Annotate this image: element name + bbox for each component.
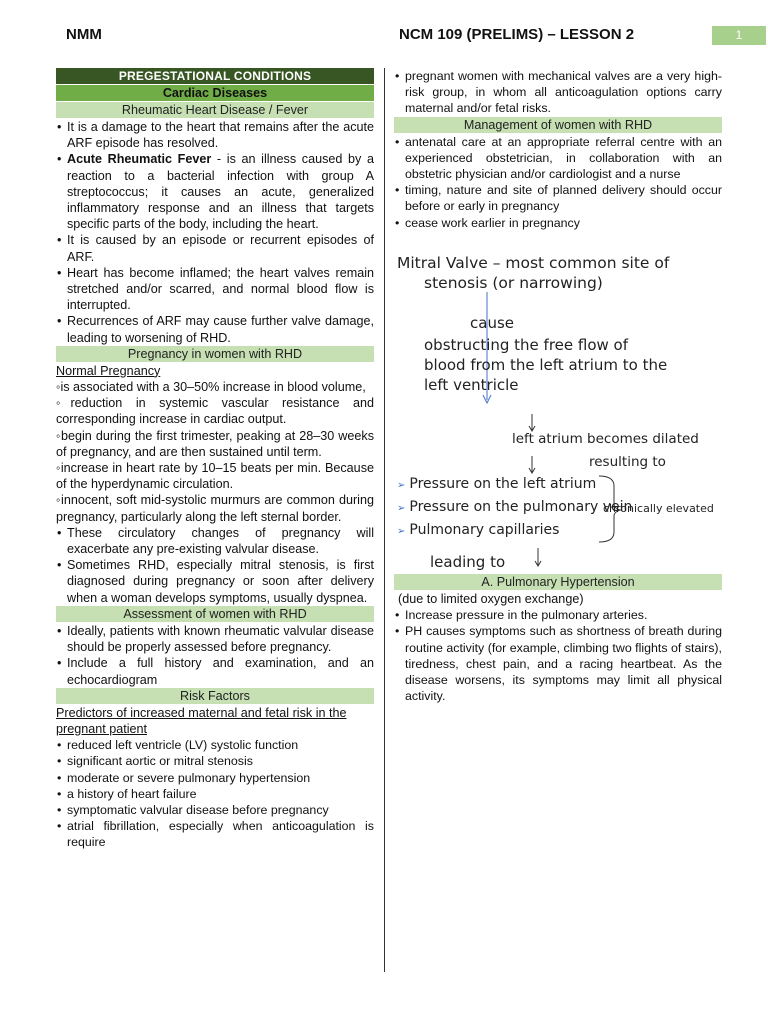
list-item: • cease work earlier in pregnancy	[394, 215, 722, 231]
mitral-stenosis-flow-diagram	[394, 250, 734, 575]
normal-pregnancy-label: Normal Pregnancy	[56, 363, 161, 378]
triangle-bullet-icon: ➢	[397, 526, 406, 537]
arf-definition: - is an illness caused by a reaction to a bacterial infection with group A streptococcus; it causes an acute, generalized inflammatory response and an illness that targets specific parts of the body, including the heart.	[67, 152, 375, 232]
list-item: • atrial fibrillation, especially when anticoagulation is require	[56, 818, 374, 850]
header-title: NCM 109 (PRELIMS) – LESSON 2	[399, 26, 635, 43]
assessment-header: Assessment of women with RHD	[56, 606, 374, 622]
ph-list	[394, 607, 722, 704]
risk-list	[56, 737, 374, 850]
list-item: • Heart has become inflamed; the heart valves remain stretched and/or scarred, and normal blood flow is interrupted.	[56, 265, 374, 314]
resulting-label: resulting to	[589, 454, 666, 470]
header-left: NMM	[66, 26, 102, 43]
obstruct-line2: blood from the left atrium to the	[424, 356, 668, 374]
list-item: • Sometimes RHD, especially mitral stenosis, is first diagnosed during pregnancy or soon after delivery when a woman develops symptoms, usually dyspnea.	[56, 557, 374, 606]
pressure-item: ➢ Pulmonary capillaries	[397, 522, 560, 538]
list-item: • a history of heart failure	[56, 786, 374, 802]
list-item: • Recurrences of ARF may cause further valve damage, leading to worsening of RHD.	[56, 313, 374, 345]
list-item: • reduced left ventricle (LV) systolic function	[56, 737, 374, 753]
arf-term: Acute Rheumatic Fever	[67, 152, 212, 167]
list-item	[56, 151, 374, 232]
predictors-label: Predictors of increased maternal and fetal risk in the pregnant patient	[56, 705, 347, 736]
list-item: • These circulatory changes of pregnancy will exacerbate any pre-existing valvular disease.	[56, 525, 374, 557]
mitral-valve-line2: stenosis (or narrowing)	[424, 274, 603, 292]
chronic-label: chronically elevated	[603, 502, 714, 515]
mechanical-valves-list	[394, 68, 722, 117]
list-item: • symptomatic valvular disease before pregnancy	[56, 802, 374, 818]
list-item: • significant aortic or mitral stenosis	[56, 753, 374, 769]
list-item: • PH causes symptoms such as shortness of breath during routine activity (for example, climbing two flights of stairs), tiredness, chest pain, and a racing heartbeat. As the disease worsens, its symptoms may limit all physical activity.	[394, 623, 722, 704]
page-number: 1	[712, 26, 766, 45]
pregnancy-list	[56, 525, 374, 606]
pregnancy-header: Pregnancy in women with RHD	[56, 346, 374, 362]
triangle-bullet-icon: ➢	[397, 480, 406, 491]
obstruct-line3: left ventricle	[424, 376, 519, 394]
pulmonary-hypertension-section	[394, 574, 722, 704]
list-item: • It is caused by an episode or recurrent episodes of ARF.	[56, 232, 374, 264]
list-item: • antenatal care at an appropriate referral centre with an experienced obstetrician, in collaboration with an obstetric physician and/or cardiologist and a nurse	[394, 134, 722, 183]
cause-label: cause	[470, 314, 514, 332]
dilated-label: left atrium becomes dilated	[512, 431, 699, 447]
leading-label: leading to	[430, 553, 506, 571]
pressure-item: ➢ Pressure on the left atrium	[397, 476, 597, 492]
normal-item: ◦increase in heart rate by 10–15 beats per min. Because of the hyperdynamic circulation.	[56, 461, 374, 492]
left-column	[56, 68, 374, 851]
list-item: • Ideally, patients with known rheumatic valvular disease should be properly assessed before pregnancy.	[56, 623, 374, 655]
normal-item: ◦innocent, soft mid-systolic murmurs are common during pregnancy, particularly along the left sternal border.	[56, 493, 374, 524]
mitral-valve-line1: Mitral Valve – most common site of	[397, 254, 670, 272]
obstruct-line1: obstructing the free flow of	[424, 336, 629, 354]
assessment-list	[56, 623, 374, 688]
management-header: Management of women with RHD	[394, 117, 722, 133]
triangle-bullet-icon: ➢	[397, 503, 406, 514]
normal-item: ◦reduction in systemic vascular resistance and corresponding increase in cardiac output.	[56, 396, 374, 427]
column-divider	[384, 68, 385, 972]
normal-item: ◦begin during the first trimester, peaking at 28–30 weeks of pregnancy, and are then sustained until term.	[56, 428, 374, 459]
ph-note: (due to limited oxygen exchange)	[398, 592, 584, 606]
list-item: • pregnant women with mechanical valves are a very high-risk group, in whom all anticoagulation options carry maternal and/or fetal risks.	[394, 68, 722, 117]
management-list	[394, 134, 722, 231]
ph-header: A. Pulmonary Hypertension	[394, 574, 722, 590]
list-item: • Include a full history and examination, and an echocardiogram	[56, 655, 374, 687]
list-item: • moderate or severe pulmonary hypertension	[56, 770, 374, 786]
right-column	[394, 68, 722, 231]
list-item: • It is a damage to the heart that remains after the acute ARF episode has resolved.	[56, 119, 374, 151]
section-subtitle: Cardiac Diseases	[56, 85, 374, 101]
rhd-header: Rheumatic Heart Disease / Fever	[56, 102, 374, 118]
rhd-list	[56, 119, 374, 346]
pressure-item: ➢ Pressure on the pulmonary vein	[397, 499, 633, 515]
normal-item: ◦is associated with a 30–50% increase in blood volume,	[56, 380, 366, 395]
list-item: • Increase pressure in the pulmonary arteries.	[394, 607, 722, 623]
section-title: PREGESTATIONAL CONDITIONS	[56, 68, 374, 84]
list-item: • timing, nature and site of planned delivery should occur before or early in pregnancy	[394, 182, 722, 214]
risk-header: Risk Factors	[56, 688, 374, 704]
